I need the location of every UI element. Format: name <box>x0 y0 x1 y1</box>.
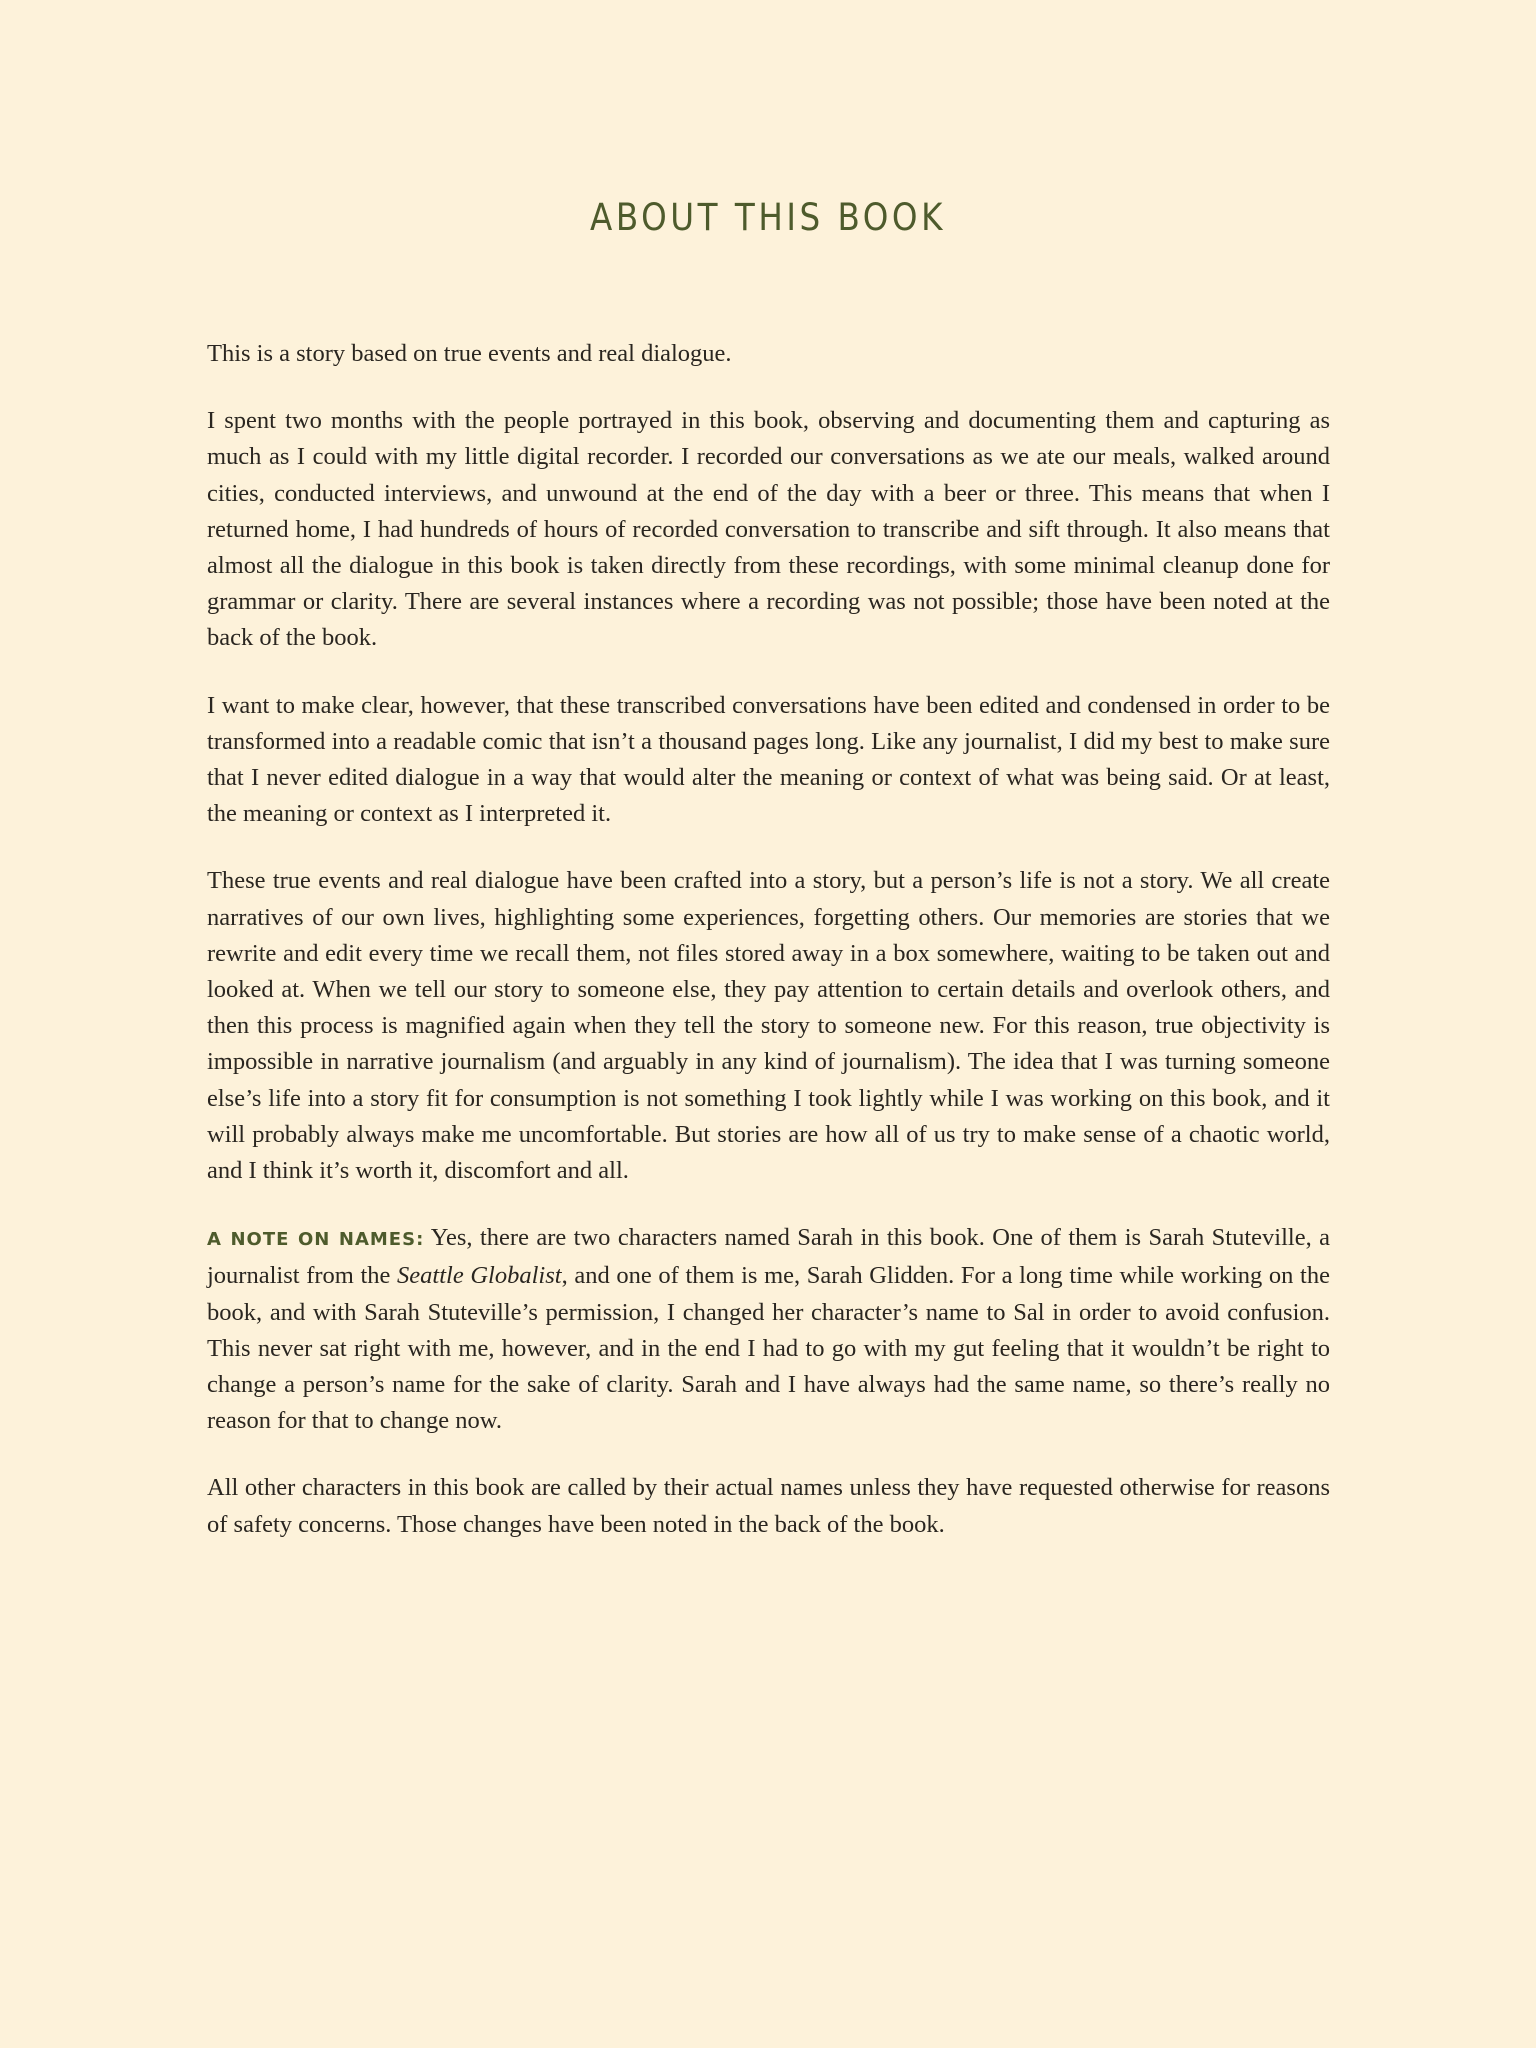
note-text-after: , and one of them is me, Sarah Glidden. For a long time while working on the book, and with Sarah Stuteville’s permission, I changed her character’s name to Sal in order to avoid confusion. This never sat right with me, however, and in the end I had to go with my gut feeling that it wouldn’t be right to change a person’s name for the sake of clarity. Sarah and I have always had the same name, so there’s really no reason for that to change now. <box>207 1262 1330 1435</box>
paragraph-intro: This is a story based on true events and real dialogue. <box>207 340 732 367</box>
paragraph-objectivity: These true events and real dialogue have been crafted into a story, but a person’s life is not a story. We all create narratives of our own lives, highlighting some experiences, forgetting others. Our memories are stories that we rewrite and edit every time we recall them, not files stored away in a box somewhere, waiting to be taken out and looked at. When we tell our story to someone else, they pay attention to certain details and overlook others, and then this process is magnified again when they tell the story to someone new. For this reason, true objectivity is impossible in narrative journalism (and arguably in any kind of journalism). The idea that I was turning someone else’s life into a story fit for consumption is not something I took lightly while I was working on this book, and it will probably always make me uncomfortable. But stories are how all of us try to make sense of a chaotic world, and I think it’s worth it, discomfort and all. <box>207 867 1330 1185</box>
note-publication: Seattle Globalist <box>397 1262 562 1290</box>
paragraph-recording: I spent two months with the people portrayed in this book, observing and documenting them and capturing as much as I could with my little digital recorder. I recorded our conversations as we ate our meals, walked around cities, conducted interviews, and unwound at the end of the day with a beer or three. This means that when I returned home, I had hundreds of hours of recorded conversation to transcribe and sift through. It also means that almost all the dialogue in this book is taken directly from these recordings, with some minimal cleanup done for grammar or clarity. There are several instances where a recording was not possible; those have been noted at the back of the book. <box>207 407 1330 652</box>
note-heading: A NOTE ON NAMES: <box>207 1229 425 1251</box>
note-text-before: Yes, there are two characters named Sarah in this book. One of them is Sarah Stuteville, a journalist from the <box>207 1224 1331 1290</box>
body-text <box>207 336 1330 1574</box>
paragraph-note-on-names <box>207 1220 1330 1439</box>
paragraph-closing: All other characters in this book are called by their actual names unless they have requested otherwise for reasons of safety concerns. Those changes have been noted in the back of the book. <box>207 1474 1330 1538</box>
paragraph-editing: I want to make clear, however, that these transcribed conversations have been edited and condensed in order to be transformed into a readable comic that isn’t a thousand pages long. Like any journalist, I did my best to make sure that I never edited dialogue in a way that would alter the meaning or context of what was being said. Or at least, the meaning or context as I interpreted it. <box>207 691 1330 828</box>
page-title: ABOUT THIS BOOK <box>590 196 946 239</box>
